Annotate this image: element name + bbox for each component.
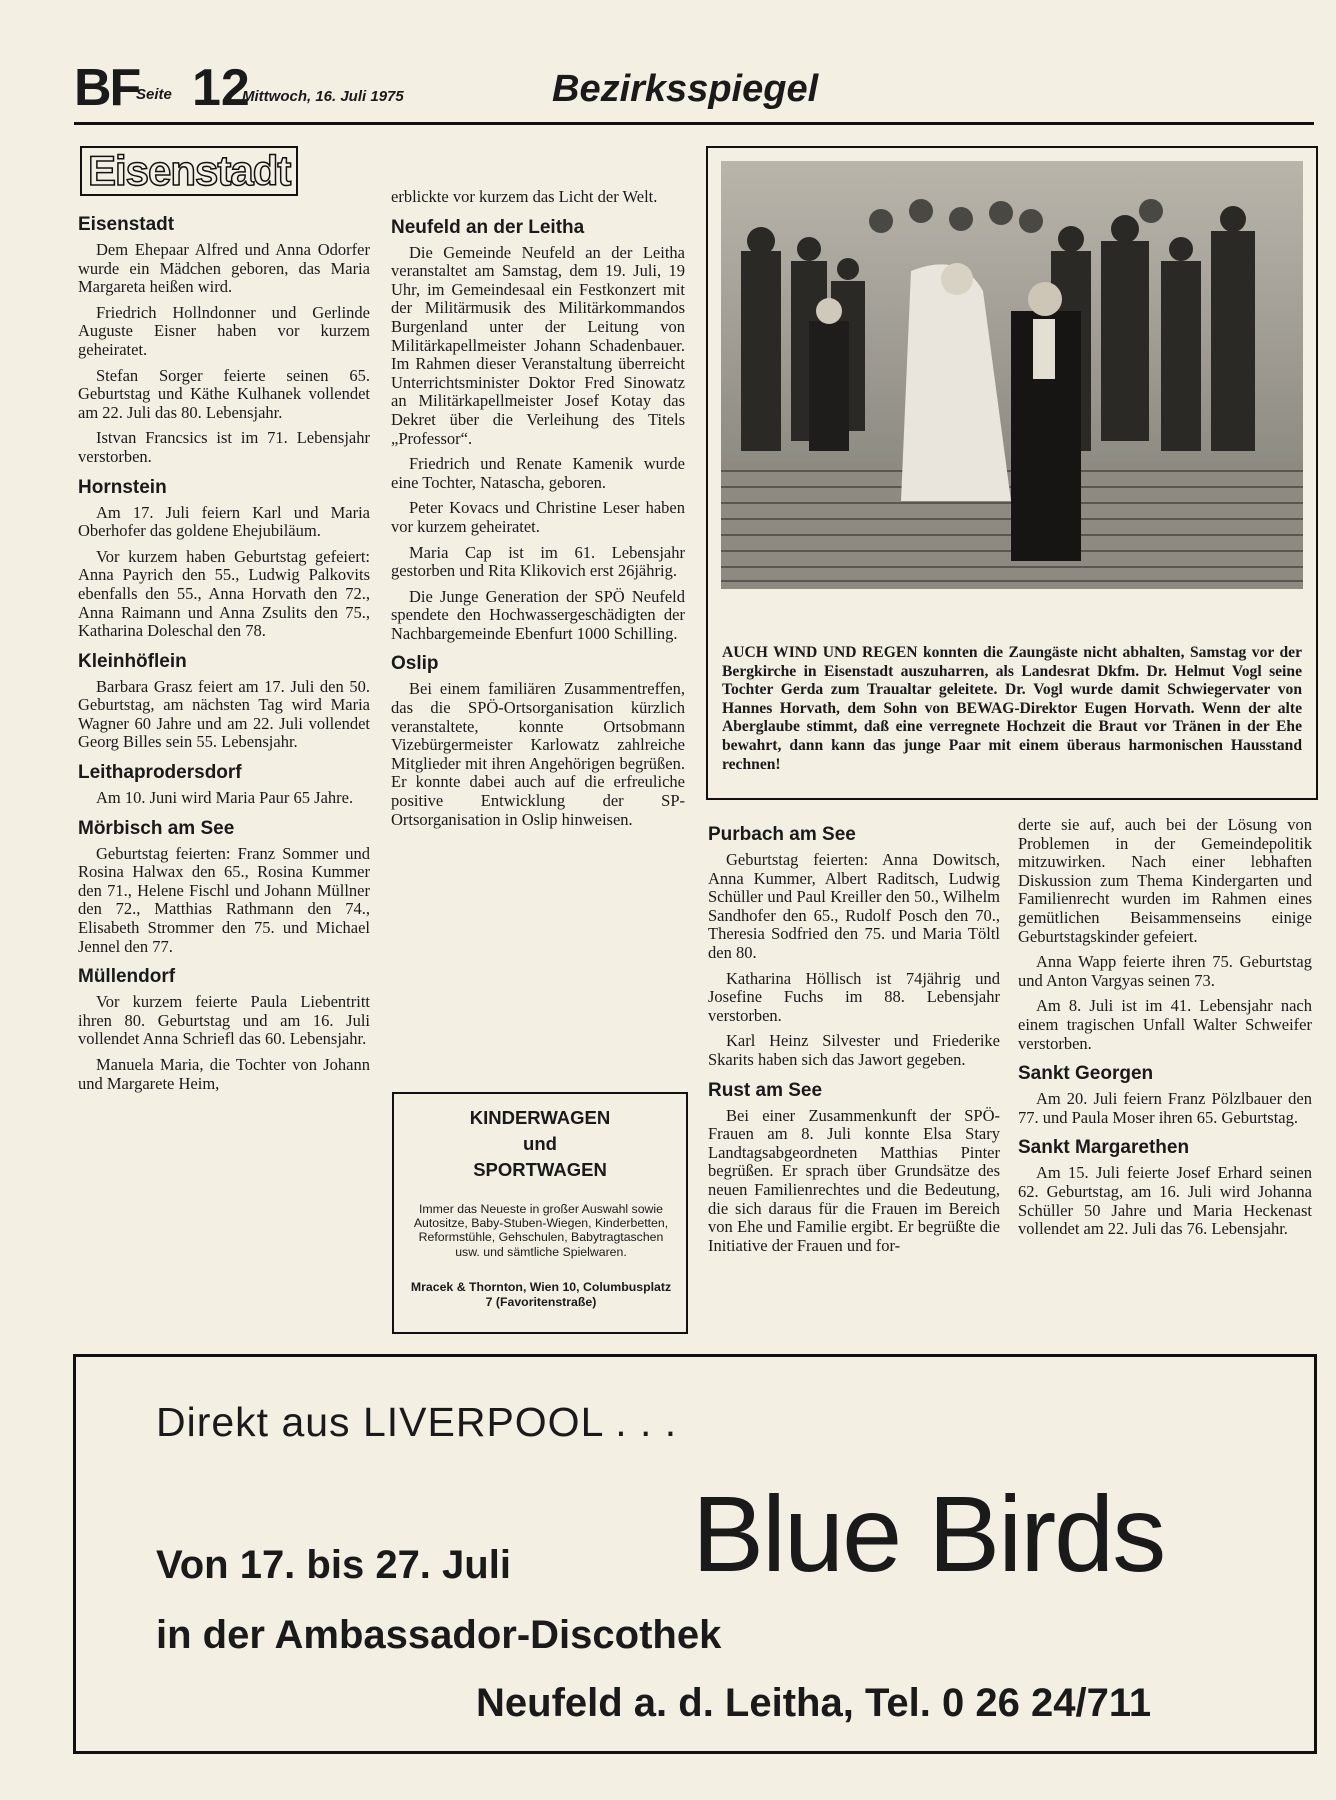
ad-body: Immer das Neueste in großer Auswahl sowie Autositze, Baby-Stuben-Wiegen, Kinderbetten, Reformstühle, Gehschulen, Babytragtaschen usw. und sämtliche Spielwaren. (413, 1202, 669, 1259)
article-heading: Purbach am See (708, 824, 856, 845)
article-paragraph: Geburtstag feierten: Franz Sommer und Rosina Halwax den 65., Rosina Kummer den 71., Helene Fischl und Johann Müllner den 72., Matthias Rathmann den 74., Elisabeth Strommer den 75. und Michael Jennel den 77. (78, 843, 370, 956)
ad-tagline: Direkt aus LIVERPOOL . . . (156, 1399, 678, 1445)
article-heading: Eisenstadt (78, 214, 175, 235)
article-paragraph: Friedrich und Renate Kamenik wurde eine Tochter, Natascha, geboren. (391, 454, 685, 492)
ad-headline: KINDERWAGEN (469, 1107, 611, 1128)
article-heading: Hornstein (78, 476, 167, 498)
article-paragraph: Katharina Höllisch ist 74jährig und Josefine Fuchs im 88. Lebensjahr verstorben. (708, 968, 1000, 1025)
article-continuation: derte sie auf, auch bei der Lösung von Problemen in der Gemeindepolitik mitzuwirken. Nach einer lebhaften Diskussion zum Thema Kindergarten und Familienrecht wurden im Rahmen eines gemütlichen Beisammenseins einige Geburtstagskinder gefeiert. (1018, 815, 1312, 946)
masthead-seite-label: Seite (136, 86, 172, 103)
masthead-rule (74, 122, 1314, 125)
article-paragraph: Am 8. Juli ist im 41. Lebensjahr nach einem tragischen Unfall Walter Schweifer verstorben. (1018, 996, 1312, 1053)
town-logo: Eisenstadt (80, 146, 298, 196)
article-paragraph: Friedrich Hollndonner und Gerlinde Auguste Eisner haben vor kurzem geheiratet. (78, 302, 370, 359)
kinderwagen-ad (392, 1092, 688, 1334)
article-paragraph: Stefan Sorger feierte seinen 65. Geburtstag und Käthe Kulhanek vollendet am 22. Juli das 80. Lebensjahr. (78, 365, 370, 422)
ad-firm: Mracek & Thornton, Wien 10, Columbusplatz 7 (Favoritenstraße) (410, 1280, 672, 1309)
article-paragraph: Manuela Maria, die Tochter von Johann und Margarete Heim, (78, 1055, 370, 1093)
wedding-photo (721, 161, 1303, 589)
article-heading: Rust am See (708, 1079, 823, 1101)
column-2 (391, 188, 685, 836)
ad-headline: SPORTWAGEN (473, 1159, 607, 1180)
article-paragraph: Istvan Francsics ist im 71. Lebensjahr verstorben. (78, 428, 370, 466)
article-paragraph: Bei einem familiären Zusammentreffen, das die SPÖ-Ortsorganisation kürzlich veranstaltete, konnte Ortsobmann Vizebürgermeister Karlowatz zahlreiche Mitglieder mit ihren Angehörigen begrüßen. Er konnte dabei auch auf die erfreuliche positive Entwicklung der SP-Ortsorganisation in Oslip hinweisen. (391, 679, 685, 829)
photo-box (706, 146, 1318, 800)
article-paragraph: Geburtstag feierten: Anna Dowitsch, Anna Kummer, Albert Raditsch, Ludwig Schüller und Paul Kreiller den 50., Wilhelm Sandhofer den 65., Rudolf Posch den 70., Theresia Sodfried den 75. und Maria Töltl den 80. (708, 850, 1000, 962)
article-heading: Mörbisch am See (78, 817, 235, 839)
article-heading: Neufeld an der Leitha (391, 216, 585, 238)
article-heading: Oslip (391, 653, 439, 675)
article-paragraph: Peter Kovacs und Christine Leser haben vor kurzem geheiratet. (391, 498, 685, 536)
article-paragraph: Dem Ehepaar Alfred und Anna Odorfer wurde ein Mädchen geboren, das Maria Margareta heißen wird. (78, 240, 370, 297)
ad-venue: in der Ambassador-Discothek (156, 1613, 722, 1657)
ad-dates: Von 17. bis 27. Juli (156, 1543, 511, 1587)
section-title: Bezirksspiegel (552, 68, 819, 110)
ad-contact: Neufeld a. d. Leitha, Tel. 0 26 24/711 (476, 1681, 1152, 1725)
article-continuation: erblickte vor kurzem das Licht der Welt. (391, 187, 658, 206)
blue-birds-ad (73, 1354, 1317, 1754)
ad-headline: und (523, 1133, 557, 1154)
article-paragraph: Am 20. Juli feiern Franz Pölzlbauer den 77. und Paula Moser ihren 65. Geburtstag. (1018, 1089, 1312, 1127)
issue-date: Mittwoch, 16. Juli 1975 (242, 88, 404, 105)
article-paragraph: Am 17. Juli feiern Karl und Maria Oberhofer das goldene Ehejubiläum. (78, 502, 370, 541)
article-heading: Leithaprodersdorf (78, 762, 242, 784)
article-paragraph: Anna Wapp feierte ihren 75. Geburtstag und Anton Vargyas seinen 73. (1018, 952, 1312, 990)
photo-caption: AUCH WIND UND REGEN konnten die Zaungäste nicht abhalten, Samstag vor der Bergkirche in Eisenstadt auszuharren, als Landesrat Dkfm. Dr. Helmut Vogl seine Tochter Gerda zum Traualtar geleitete. Dr. Vogl wurde damit Schwiegervater von Hannes Horvath, dem Sohn von BEWAG-Direktor Eugen Horvath. Wenn der alte Aberglaube stimmt, daß eine verregnete Hochzeit die Braut vor Tränen in der Ehe bewahrt, dann kann das junge Paar mit einem überaus harmonischen Hausstand rechnen! (722, 644, 1302, 773)
article-paragraph: Die Junge Generation der SPÖ Neufeld spendete den Hochwassergeschädigten der Nachbargemeinde Ebenfurt 1000 Schilling. (391, 586, 685, 643)
column-4 (1018, 816, 1312, 1246)
article-heading: Sankt Georgen (1018, 1063, 1154, 1085)
article-paragraph: Vor kurzem haben Geburtstag gefeiert: Anna Payrich den 55., Ludwig Palkovits ebenfalls den 55., Anna Horvath den 72., Anna Raimann und Anna Zsulits den 75., Katharina Doleschal den 78. (78, 546, 370, 641)
article-paragraph: Bei einer Zusammenkunft der SPÖ-Frauen am 8. Juli konnte Elsa Stary Landtagsabgeordneten Matthias Pinter begrüßen. Er sprach über Grundsätze des neuen Familienrechtes und die Bedeutung, die sich daraus für die Frauen im Bereich von Ehe und Familie ergibt. Er begrüßte die Initiative der Frauen und for- (708, 1105, 1000, 1255)
column-1 (78, 214, 370, 1100)
page-number: 12 (192, 59, 250, 117)
article-heading: Müllendorf (78, 966, 176, 988)
article-paragraph: Vor kurzem feierte Paula Liebentritt ihren 80. Geburtstag und am 16. Juli vollendet Anna Schriefl das 60. Lebensjahr. (78, 992, 370, 1049)
article-paragraph: Karl Heinz Silvester und Friederike Skarits haben sich das Jawort gegeben. (708, 1031, 1000, 1069)
article-heading: Kleinhöflein (78, 650, 187, 672)
article-paragraph: Am 15. Juli feierte Josef Erhard seinen 62. Geburtstag, am 16. Juli wird Johanna Schüller 50 Jahre und Maria Heckenast vollendet am 22. Juli das 76. Lebensjahr. (1018, 1163, 1312, 1239)
ad-band-name: Blue Birds (692, 1473, 1165, 1594)
masthead-logo: BF (74, 59, 140, 117)
article-paragraph: Am 10. Juni wird Maria Paur 65 Jahre. (96, 788, 354, 808)
article-paragraph: Barbara Grasz feiert am 17. Juli den 50. Geburtstag, am nächsten Tag wird Maria Wagner 60 Jahre und am 22. Juli vollendet Georg Billes sein 55. Lebensjahr. (78, 676, 370, 752)
article-paragraph: Maria Cap ist im 61. Lebensjahr gestorben und Rita Klikovich erst 26jährig. (391, 542, 685, 581)
article-paragraph: Die Gemeinde Neufeld an der Leitha veranstaltet am Samstag, dem 19. Juli, 19 Uhr, im Gemeindesaal ein Festkonzert mit der Militärmusik des Militärkommandos Burgenland unter der Leitung von Militärkapellmeister Johann Schadenbauer. Im Rahmen dieser Veranstaltung überreicht Unterrichtsminister Doktor Fred Sinowatz an Militärkapellmeister Josef Kotay das Dekret über die Verleihung des Titels „Professor“. (391, 242, 685, 448)
column-3 (708, 824, 1000, 1262)
article-heading: Sankt Margarethen (1018, 1137, 1190, 1159)
masthead (74, 59, 1314, 126)
